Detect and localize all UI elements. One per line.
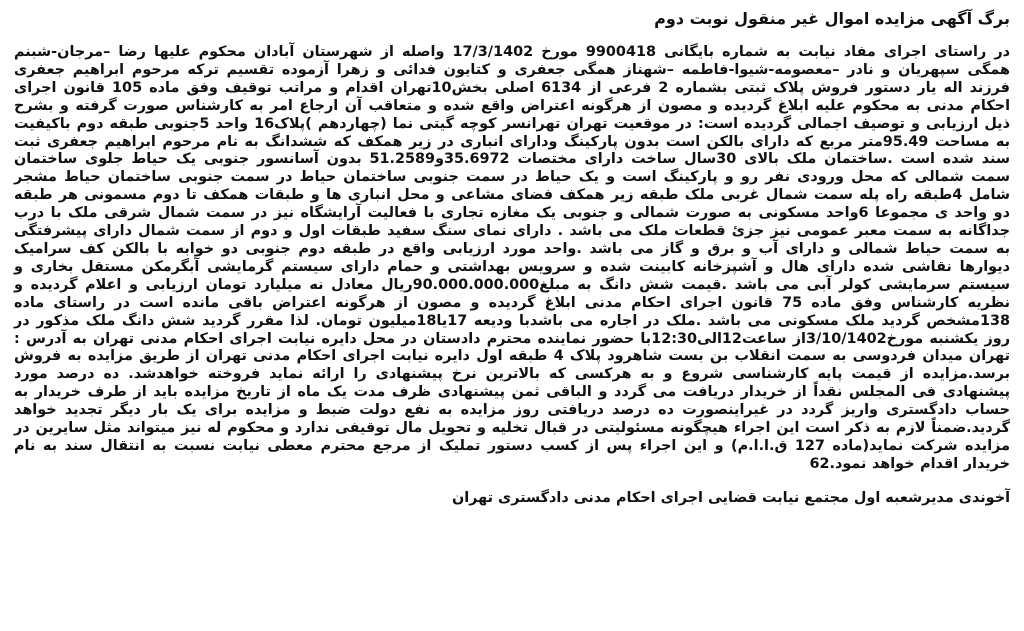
notice-title: برگ آگهی مزایده اموال غیر منقول نوبت دوم	[654, 9, 1010, 28]
notice-body: در راستای اجرای مفاد نیابت به شماره بایگانی 9900418 مورخ 17/3/1402 واصله از شهرستان آبادان محکوم علیها رضا –مرجان-شبنم همگی سپهریان و نادر –معصومه-شیوا-فاطمه –شهناز همگی جعفری و کتایون فدائی و زهرا آزموده تقسیم ترکه مرحوم ابراهیم جعفری فرزند اله یار دستور فروش پلاک ثبتی بشماره 2 فرعی از 6134 اصلی بخش10تهران اقدام و مراتب توقیف وفق ماده 105 قانون اجرای احکام مدنی به محکوم علیه ابلاغ گردیده و مصون از هرگونه اعتراض واقع شده و متعاقب آن ارجاع امر به کارشناس صورت گرفته و بشرح ذیل ارزیابی و توصیف اجمالی گردیده است: در موقعیت تهران تهرانسر کوچه گیتی نما (چهاردهم )پلاک16 واحد 5جنوبی طبقه دوم باکیفیت به مساحت 95.49متر مربع که دارای بالکن است بدون پارکینگ ودارای انباری در زیر همکف که ششدانگ به نام مرحوم ابراهیم جعفری ثبت سند شده است .ساختمان ملک بالای 30سال ساخت دارای مختصات 35.6972و51.2589 بدون آسانسور جنوبی یک حیاط جلوی ساختمان سمت شمالی که محل ورودی نفر رو و پارکینگ است و یک حیاط در سمت جنوبی ساختمان حیاط در سمت جنوبی ساختمان حیاط مشجر شامل 4طبقه راه پله سمت شمال غربی ملک طبقه زیر همکف فضای مشاعی و محل انباری ها و طبقات همکف تا دوم مسمونی هر طبقه دو واحد ی مجموعا 6واحد مسکونی به صورت شمالی و جنوبی یک مغازه تجاری با فعالیت آرایشگاه نیز در سمت شمال شرقی ملک با درب جداگانه به سمت معبر عمومی نیز جزئ قطعات ملک می باشد . دارای نمای سنگ سفید طبقات اول و دوم از سمت شمال دارای پیشرفتگی به سمت حیاط شمالی و دارای آب و برق و گاز می باشد .واحد مورد ارزیابی واقع در طبقه دوم جنوبی دو خوابه با بالکن کف سرامیک دیوارها نقاشی شده دارای هال و آشپزخانه کابینت شده و سرویس بهداشتی و حمام دارای سیستم گرمایشی آبگرمکن مستقل بخاری و سیستم سرمایشی کولر آبی می باشد .قیمت شش دانگ به مبلغ90.000.000.000ریال معادل نه میلیارد تومان ارزیابی و اعلام گردیده و نظریه کارشناس وفق ماده 75 قانون اجرای احکام مدنی ابلاغ گردیده و مصون از هرگونه اعتراض باقی مانده است در راستای ماده 138مشخص گردید ملک مسکونی می باشد .ملک در اجاره می باشدبا ودیعه 17یا18میلیون تومان. لذا مقرر گردید شش دانگ ملک مذکور در روز یکشنبه مورخ3/10/1402از ساعت12الی12:30با حضور نماینده محترم دادستان در محل دایره نیابت اجرای احکام مدنی تهران به آدرس : تهران میدان فردوسی به سمت انقلاب بن بست شاهرود پلاک 4 طبقه اول دایره نیابت اجرای احکام مدنی تهران از طریق مزایده به فروش برسد.مزایده از قیمت پایه کارشناسی شروع و به هرکسی که بالاترین نرخ پیشنهادی را ارائه نماید فروخته خواهدشد. ده درصد مورد پیشنهادی فی المجلس نقداً از خریدار دریافت می گردد و الباقی ثمن پیشنهادی ظرف مدت یک ماه از تاریخ مزایده باید از طرف خریدار به حساب دادگستری واریز گردد در غیراینصورت ده درصد دریافتی روز مزایده به نفع دولت ضبط و مزایده برای یک بار دیگر تجدید خواهد گردید.ضمناً لازم به ذکر است این اجراء هیچگونه مسئولیتی در قبال تخلیه و تحویل مال توقیفی ندارد و محکوم له نیز میتواند مثل سایرین در مزایده شرکت نماید(ماده 127 ق.ا.ا.م) و این اجراء پس از کسب دستور تملیک از مرجع محترم معطی نیابت نسبت به انتقال سند به نام خریدار اقدام خواهد نمود.62	[14, 44, 1011, 472]
notice-signature: آخوندی مدیرشعبه اول مجتمع نیابت قضایی اجرای احکام مدنی دادگستری تهران	[451, 489, 1010, 506]
